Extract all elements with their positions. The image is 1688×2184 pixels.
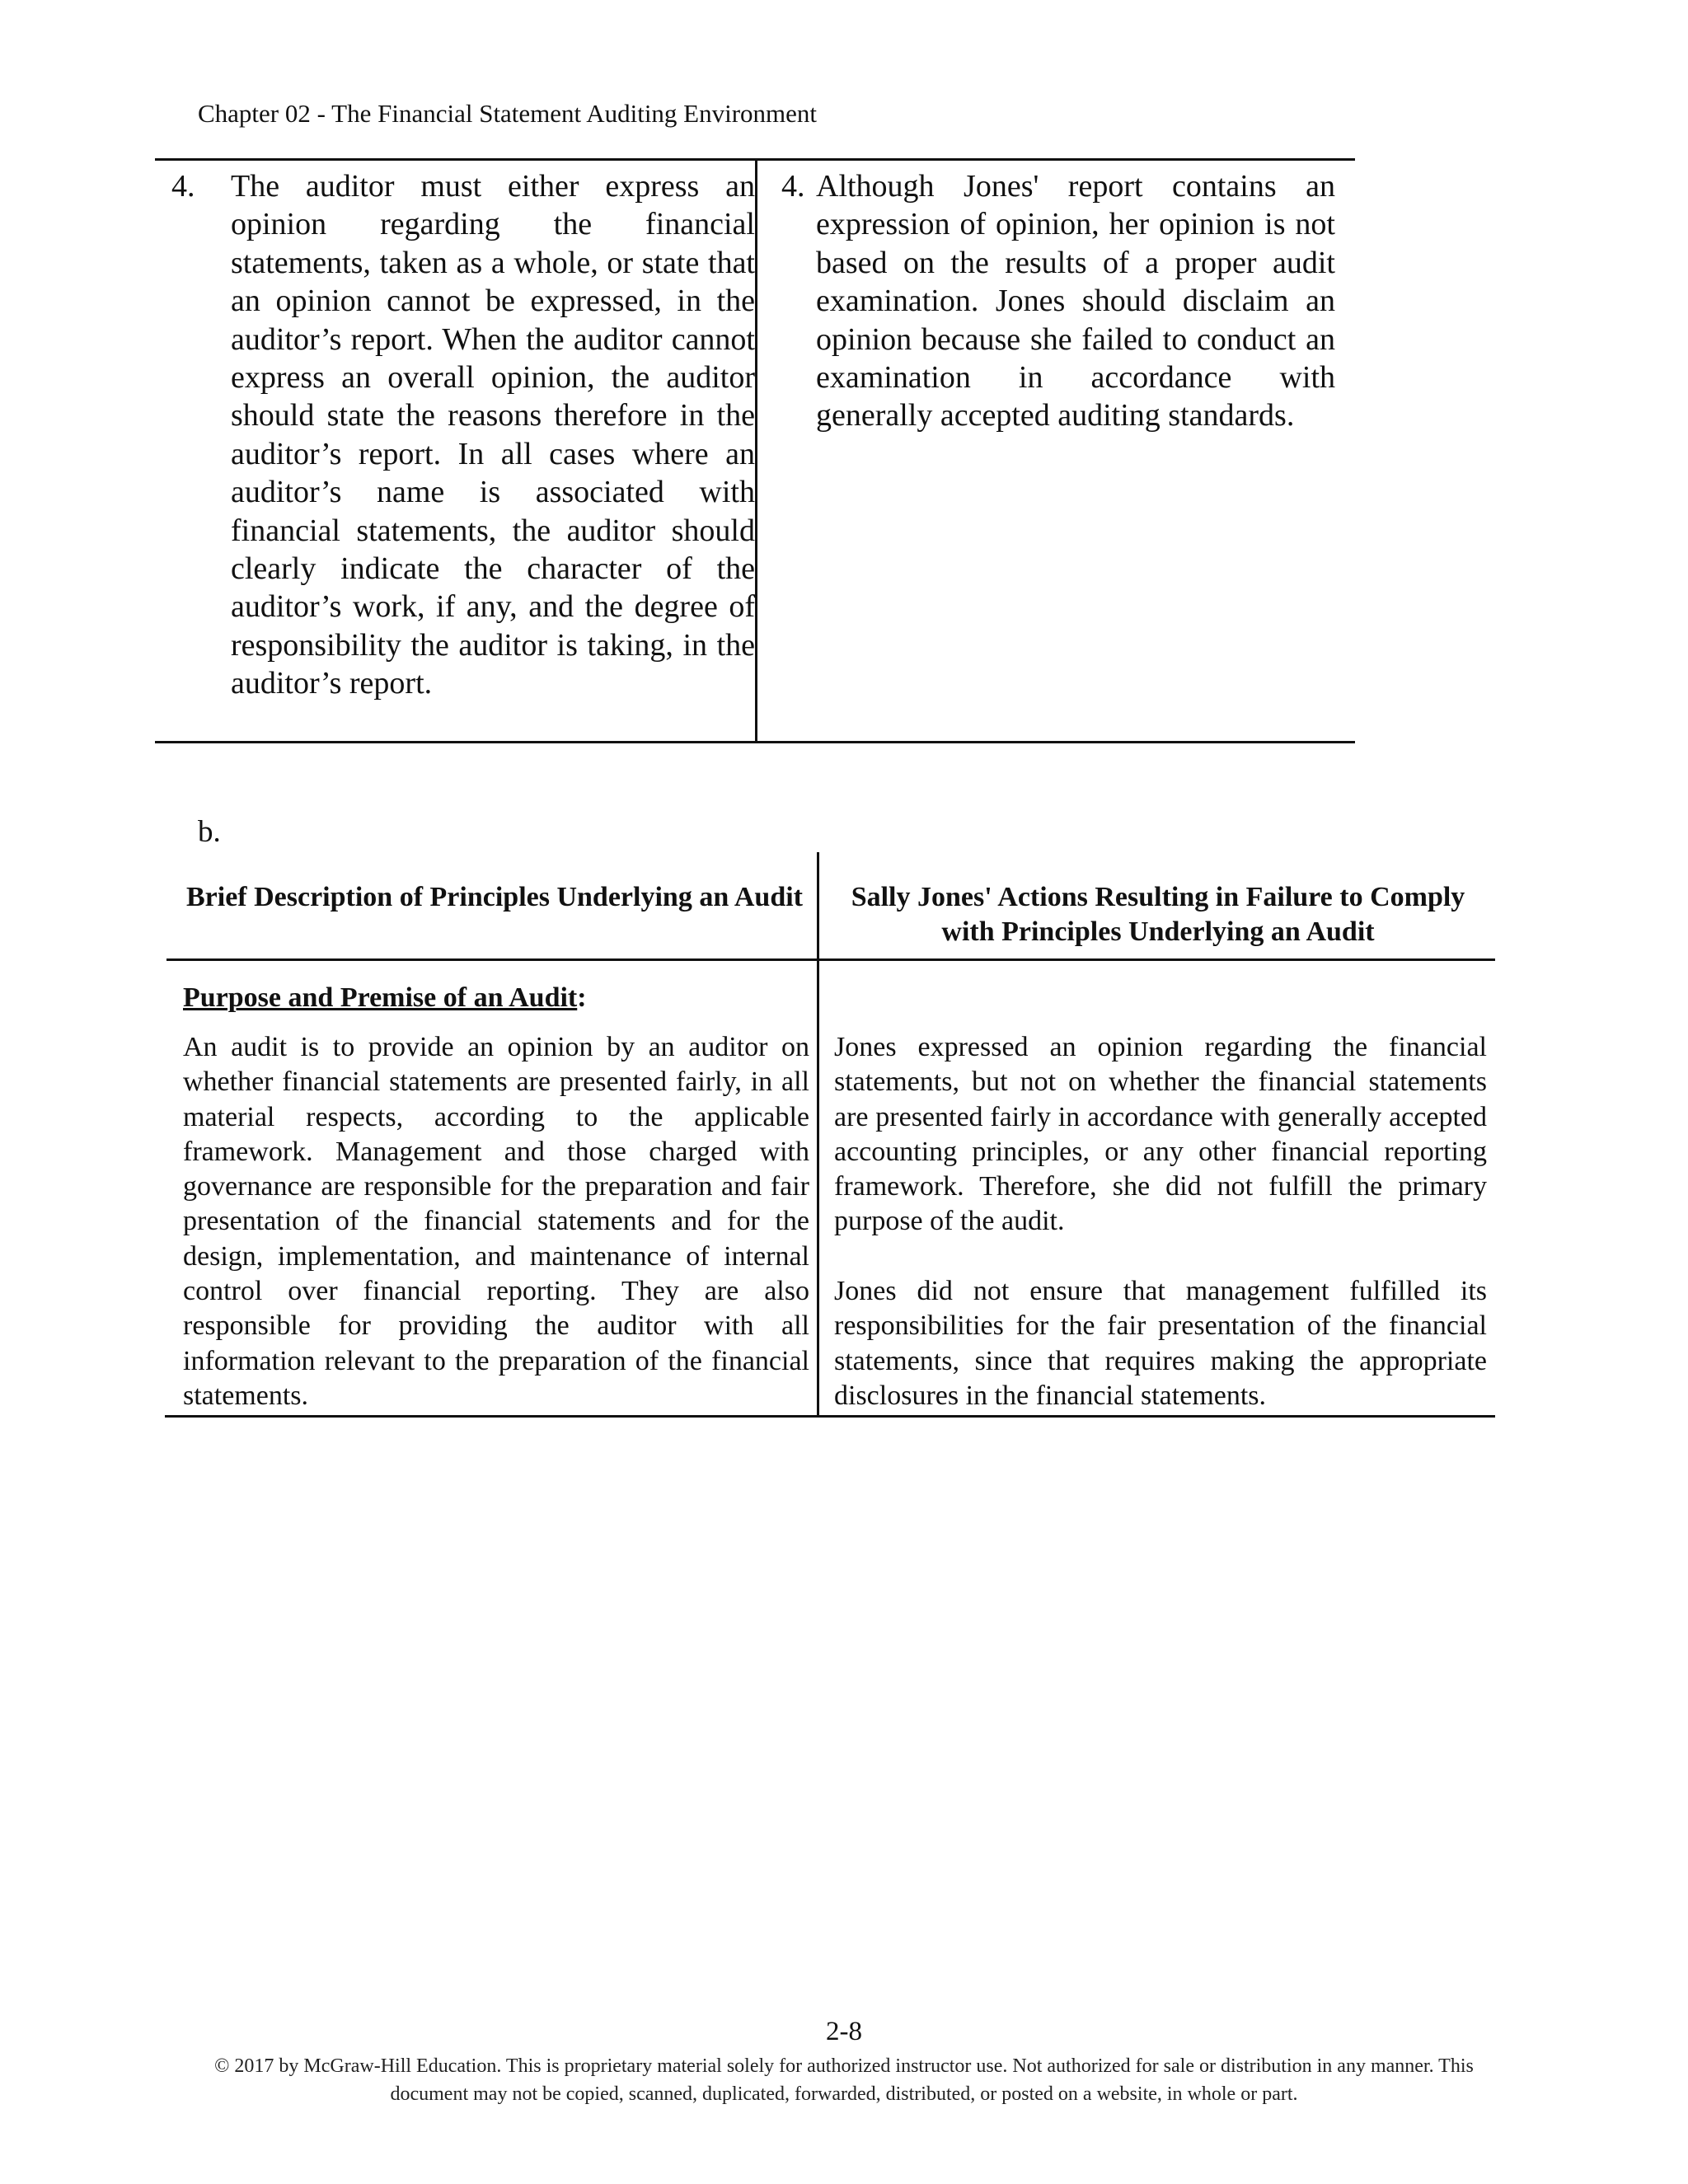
action-text: Although Jones' report contains an expression of opinion, her opinion is not based on the results of a proper audit examination. Jones should disclaim an opinion because she failed to conduct an examination in accordance with generally accepted auditing standards.: [816, 169, 1335, 434]
principles-table-continued: [155, 158, 1355, 743]
header-rule: [166, 958, 1495, 961]
section-heading: [183, 981, 587, 1015]
action-description: [834, 1030, 1487, 1413]
section-heading-colon: :: [577, 982, 587, 1013]
principle-text: The auditor must either express an opinion regarding the financial statements, taken as a whole, or state that an opinion cannot be expressed, in the auditor’s report. When the auditor cannot express an overall opinion, the auditor should state the reasons therefore in the auditor’s report. In all cases where an auditor’s name is associated with financial statements, the auditor should clearly indicate the character of the auditor’s work, if any, and the degree of responsibility the auditor is taking, in the auditor’s report.: [231, 169, 755, 701]
table-cell-principle-4: [171, 167, 755, 703]
part-b-label: b.: [198, 815, 221, 849]
copyright-notice: © 2017 by McGraw-Hill Education. This is proprietary material solely for authorized instructor use. Not authorized for sale or distribution in any manner. This document may not be copied, scanned, duplicated, forwarded, distributed, or posted on a website, in whole or part.: [214, 2055, 1474, 2105]
action-paragraph-2: Jones did not ensure that management fulfilled its responsibilities for the fair presentation of the financial statements, since that requires making the appropriate disclosures in the financial statements.: [834, 1276, 1487, 1411]
action-paragraph-1: Jones expressed an opinion regarding the financial statements, but not on whether the financial statements are presented fairly in accordance with generally accepted accounting principles, or any other financial reporting framework. Therefore, she did not fulfill the primary purpose of the audit.: [834, 1032, 1487, 1237]
page-header: Chapter 02 - The Financial Statement Auditing Environment: [198, 99, 818, 128]
column-header-principles: Brief Description of Principles Underlying an Audit: [186, 882, 803, 912]
column-header-actions: Sally Jones' Actions Resulting in Failure to Comply with Principles Underlying an Audit: [851, 882, 1465, 947]
section-heading-text: Purpose and Premise of an Audit: [183, 982, 578, 1013]
item-number: 4.: [171, 169, 195, 204]
principle-description: An audit is to provide an opinion by an auditor on whether financial statements are presented fairly, in all material respects, according to the applicable framework. Management and those charged with governance are responsible for the preparation and fair presentation of the financial statements and for the design, implementation, and maintenance of internal control over financial reporting. They are also responsible for providing the auditor with all information relevant to the preparation of the financial statements.: [183, 1032, 809, 1411]
column-divider: [755, 161, 757, 741]
table-cell-action-4: [781, 167, 1335, 435]
table-bottom-rule: [165, 1415, 1495, 1418]
page-number: 2-8: [826, 2017, 862, 2046]
column-divider: [817, 852, 819, 1418]
item-number: 4.: [781, 169, 805, 204]
